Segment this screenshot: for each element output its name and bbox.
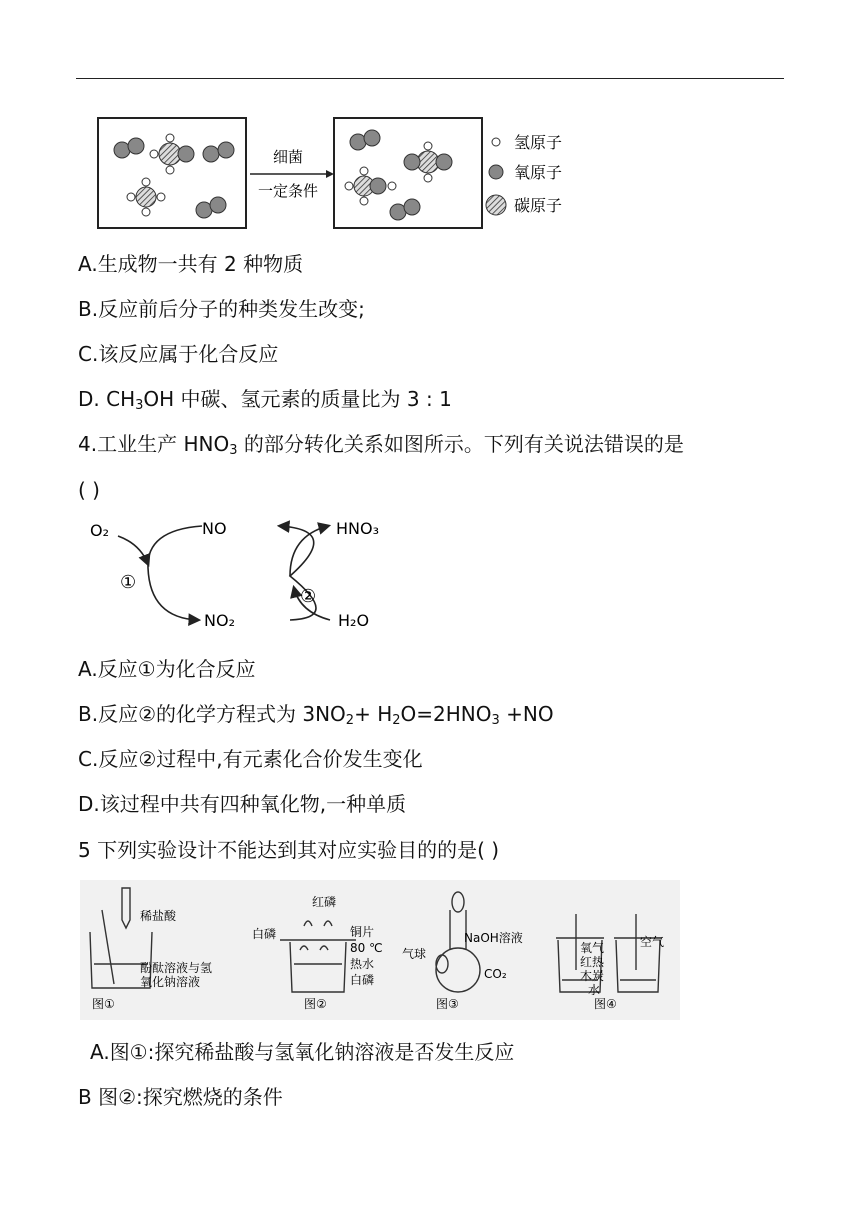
fig2-label-white-p-top: 白磷 (252, 927, 277, 941)
q5-option-b: B 图②:探究燃烧的条件 (78, 1085, 283, 1109)
fig1-caption: 图① (92, 997, 115, 1011)
fig4-label-red-hot: 红热 (580, 955, 605, 969)
fig2-label-white-p-bottom: 白磷 (350, 973, 375, 987)
fig3-label-co2: CO₂ (484, 967, 507, 981)
q4-option-a: A.反应①为化合反应 (78, 657, 256, 681)
legend-carbon: 碳原子 (514, 196, 563, 215)
fig2-label-hot-water: 热水 (350, 957, 375, 971)
fig2-label-red-p: 红磷 (312, 895, 337, 909)
fig2-label-temp: 80 ℃ (350, 941, 383, 955)
arrow-top-label: 细菌 (272, 148, 304, 166)
q3-option-d: D. $CH_3OH$ 中碳、氢元素的质量比为 3 : 1 (78, 387, 452, 413)
q4-option-b: B.反应②的化学方程式为 $3NO_2+ H_2O=2HNO_3 +NO$ (78, 702, 554, 728)
q4-option-c: C.反应②过程中,有元素化合价发生变化 (78, 747, 423, 771)
q3-option-a: A.生成物一共有 2 种物质 (78, 252, 304, 276)
reaction-molecule-figure (96, 112, 586, 236)
fig3-label-naoh: NaOH溶液 (464, 931, 523, 945)
q4-stem: 4.工业生产 $HNO_3$ 的部分转化关系如图所示。下列有关说法错误的是 (78, 432, 684, 458)
fig4-label-charcoal: 木炭 (580, 969, 605, 983)
legend-hydrogen: 氢原子 (514, 133, 563, 152)
label-h2o: H₂O (338, 611, 370, 630)
fig1-label-phenol: 酚酞溶液与氢 (140, 961, 213, 975)
fig4-label-oxygen: 氧气 (580, 941, 605, 955)
fig2-caption: 图② (304, 997, 327, 1011)
fig4-label-air: 空气 (640, 935, 665, 949)
reaction-2-marker: ② (300, 586, 317, 607)
fig3-label-balloon: 气球 (402, 947, 427, 961)
label-no: NO (202, 519, 227, 538)
q4-answer-paren: ( ) (78, 478, 100, 502)
fig2-label-copper: 铜片 (350, 925, 375, 939)
q5-option-a: A.图①:探究稀盐酸与氢氧化钠溶液是否发生反应 (90, 1040, 515, 1064)
experiment-figures (80, 880, 680, 1024)
fig4-caption: 图④ (594, 997, 617, 1011)
hno3-conversion-diagram (80, 508, 410, 642)
header-rule (76, 78, 784, 79)
label-no2: NO₂ (204, 611, 235, 630)
reaction-1-marker: ① (120, 572, 137, 593)
label-o2: O₂ (90, 521, 110, 540)
fig1-label-hcl: 稀盐酸 (140, 909, 177, 923)
q3-option-c: C.该反应属于化合反应 (78, 342, 279, 366)
q5-stem: 5 下列实验设计不能达到其对应实验目的的是( ) (78, 838, 500, 862)
fig4-label-water: 水 (588, 983, 601, 997)
q4-option-d: D.该过程中共有四种氧化物,一种单质 (78, 792, 407, 816)
q3-option-b: B.反应前后分子的种类发生改变; (78, 297, 365, 321)
arrow-bottom-label: 一定条件 (257, 182, 319, 200)
fig3-caption: 图③ (436, 997, 459, 1011)
label-hno3: HNO₃ (336, 519, 380, 538)
fig1-label-naoh: 氧化钠溶液 (140, 975, 201, 989)
legend-oxygen: 氧原子 (514, 163, 563, 182)
